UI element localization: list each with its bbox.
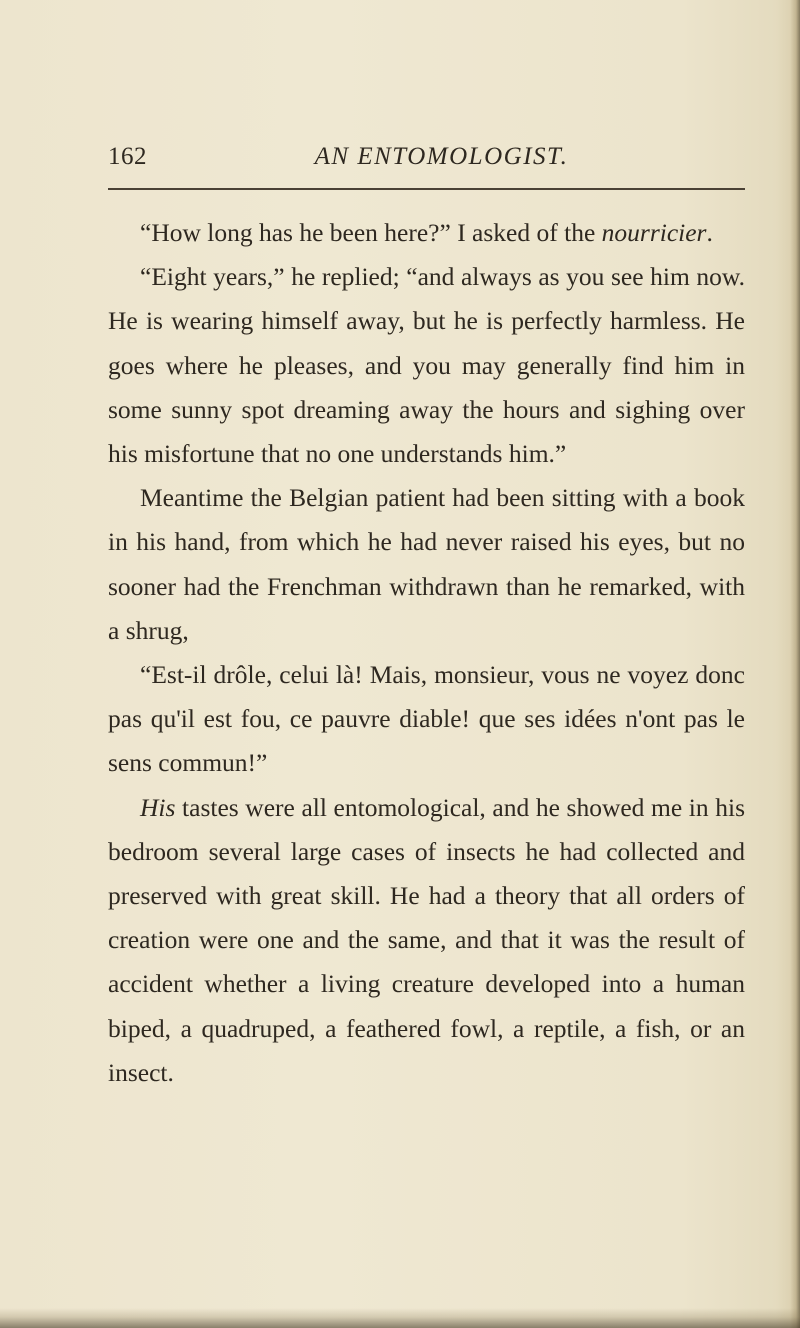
- paragraph-2: “Eight years,” he replied; “and always as you see him now. He is wearing himself away, but he is perfectly harmless. He goes where he pleases, and you may generally find him in some sunny spot dreaming away the hours and sighing over his misfortune that no one understands him.”: [108, 262, 745, 469]
- paragraph-5: [108, 786, 745, 1095]
- page-number: 162: [108, 143, 147, 170]
- paragraph-1-text: “How long has he been here?” I asked of the: [140, 218, 602, 247]
- page-header: [108, 143, 745, 183]
- paragraph-4: “Est-il drôle, celui là! Mais, monsieur, vous ne voyez donc pas qu'il est fou, ce pauvre diable! que ses idées n'ont pas le sens commun!”: [108, 660, 745, 778]
- bottom-edge-shadow: [0, 1308, 800, 1328]
- paragraph-1-end: .: [706, 218, 713, 247]
- paragraph-5-italic: His: [140, 792, 176, 822]
- paragraph-3: Meantime the Belgian patient had been sitting with a book in his hand, from which he had never raised his eyes, but no sooner had the Frenchman withdrawn than he remarked, with a shrug,: [108, 483, 745, 645]
- running-title: AN ENTOMOLOGIST.: [314, 143, 569, 170]
- body-text: [108, 211, 745, 1095]
- page-edge-shadow: [790, 0, 800, 1328]
- paragraph-5-text: tastes were all entomological, and he showed me in his bedroom several large cases of insects he had collected and preserved with great skill. He had a theory that all orders of creation were one and the same, and that it was the result of accident whether a living creature developed into a human biped, a quadruped, a feathered fowl, a reptile, a fish, or an insect.: [108, 792, 745, 1087]
- header-rule: [108, 188, 745, 190]
- paragraph-1: [108, 211, 745, 255]
- paragraph-1-italic: nourricier: [601, 218, 707, 247]
